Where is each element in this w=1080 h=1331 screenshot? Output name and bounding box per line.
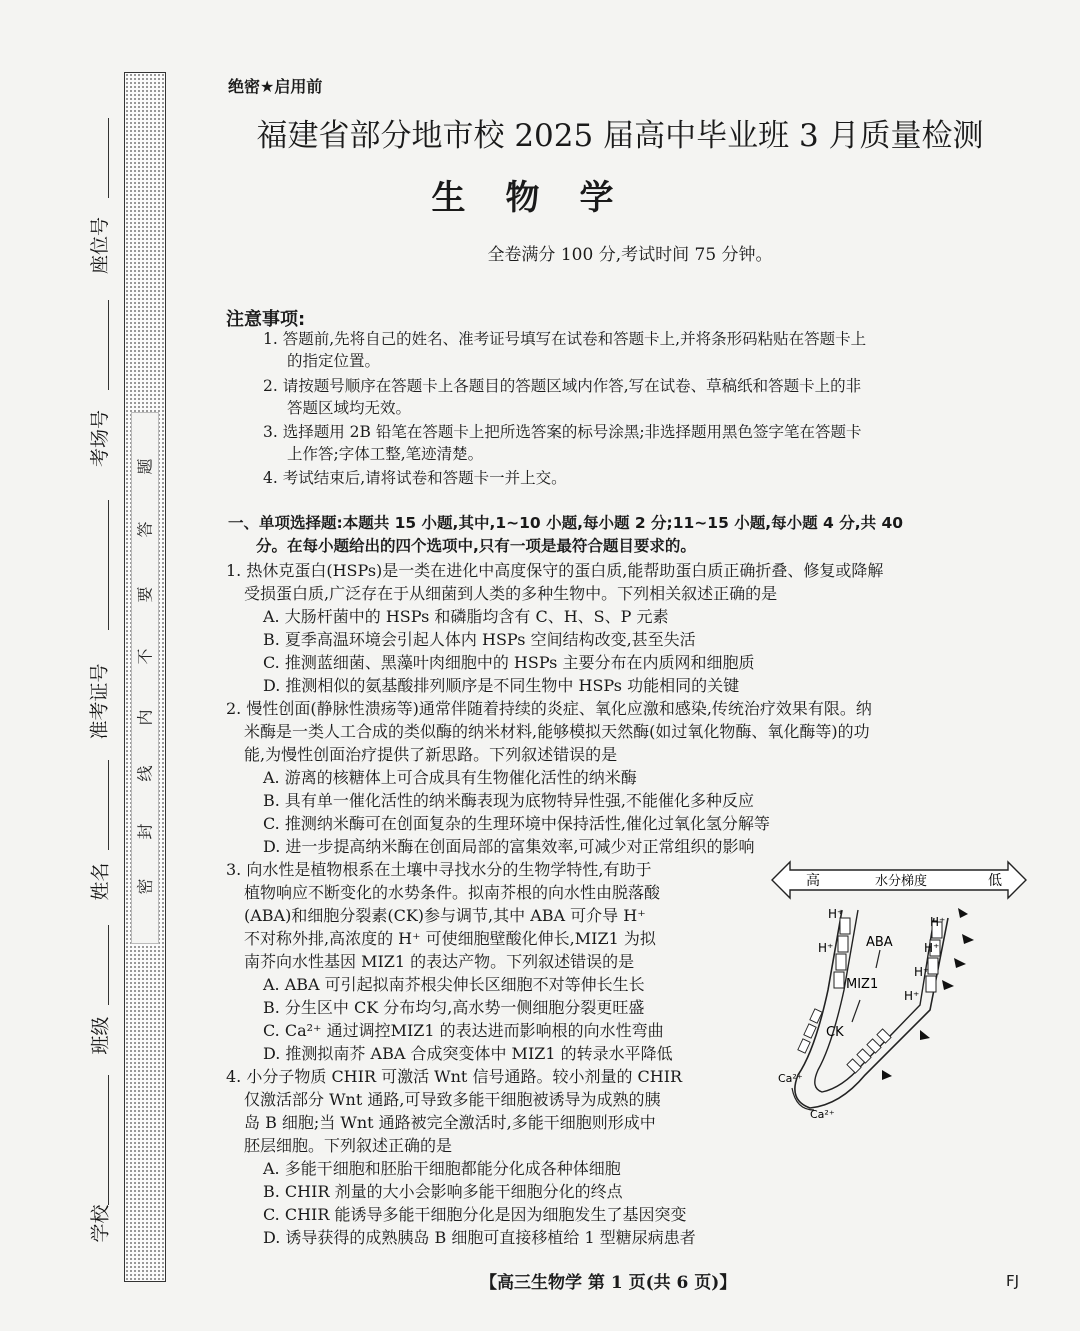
ck-label: CK: [826, 1025, 844, 1040]
option-a: A. 大肠杆菌中的 HSPs 和磷脂均含有 C、H、S、P 元素: [263, 607, 669, 626]
exam-title: 福建省部分地市校 2025 届高中毕业班 3 月质量检测: [256, 118, 984, 154]
option-a: A. 多能干细胞和胚胎干细胞都能分化成各种体细胞: [263, 1159, 621, 1178]
school-label: 学校: [89, 1204, 112, 1243]
page-footer: 【高三生物学 第 1 页(共 6 页)】: [480, 1273, 737, 1293]
question-line: 2. 慢性创面(静脉性溃疡等)通常伴随着持续的炎症、氧化应激和感染,传统治疗效果有限。纳: [226, 699, 872, 718]
option-c: C. CHIR 能诱导多能干细胞分化是因为细胞发生了基因突变: [263, 1205, 687, 1224]
seal-char: 密: [135, 878, 155, 895]
notice-item: 3. 选择题用 2B 铅笔在答题卡上把所选答案的标号涂黑;非选择题用黑色签字笔在答题卡: [263, 423, 862, 441]
question-line: 南芥向水性基因 MIZ1 的表达产物。下列叙述错误的是: [244, 952, 635, 971]
subject-title: 生物学: [431, 178, 654, 218]
h-ion-label: H⁺: [914, 965, 930, 979]
seal-char: 线: [135, 765, 155, 782]
option-c: C. 推测纳米酶可在创面复杂的生理环境中保持活性,催化过氧化氢分解等: [263, 814, 770, 833]
secret-mark: 绝密★启用前: [228, 77, 323, 96]
calcium-label: Ca²⁺: [810, 1108, 835, 1121]
question-line: 仅激活部分 Wnt 通路,可导致多能干细胞被诱导为成熟的胰: [244, 1090, 661, 1109]
seal-char: 答: [135, 521, 155, 538]
h-ion-label: H⁺: [924, 941, 940, 955]
question-line: 植物响应不断变化的水势条件。拟南芥根的向水性由脱落酸: [244, 883, 661, 902]
section-line: 分。在每小题给出的四个选项中,只有一项是最符合题目要求的。: [256, 537, 696, 555]
h-ion-label: H⁺: [828, 907, 844, 921]
seal-area: [131, 412, 159, 944]
option-d: D. 推测拟南芥 ABA 合成突变体中 MIZ1 的转录水平降低: [263, 1044, 673, 1063]
ticket-line: [108, 500, 109, 630]
option-b: B. CHIR 剂量的大小会影响多能干细胞分化的终点: [263, 1182, 623, 1201]
option-d: D. 进一步提高纳米酶在创面局部的富集效率,可减少对正常组织的影响: [263, 837, 755, 856]
question-line: 1. 热休克蛋白(HSPs)是一类在进化中高度保守的蛋白质,能帮助蛋白质正确折叠、修复或降解: [226, 561, 884, 580]
root-hydrotropism-figure: [770, 860, 1032, 1130]
exam-room-label: 考场号: [89, 409, 112, 468]
room-line: [108, 300, 109, 390]
seal-char: 题: [135, 458, 155, 475]
question-line: 米酶是一类人工合成的类似酶的纳米材料,能够模拟天然酶(如过氧化物酶、氧化酶等)的功: [244, 722, 870, 741]
question-line: 胚层细胞。下列叙述正确的是: [244, 1136, 453, 1155]
calcium-label: Ca²⁺: [778, 1072, 803, 1085]
question-line: 岛 B 细胞;当 Wnt 通路被完全激活时,多能干细胞则形成中: [244, 1113, 656, 1132]
option-d: D. 诱导获得的成熟胰岛 B 细胞可直接移植给 1 型糖尿病患者: [263, 1228, 696, 1247]
option-a: A. ABA 可引起拟南芥根尖伸长区细胞不对等伸长生长: [263, 975, 645, 994]
question-line: (ABA)和细胞分裂素(CK)参与调节,其中 ABA 可介导 H⁺: [244, 906, 646, 925]
gradient-high-label: 高: [806, 873, 820, 889]
notice-item: 上作答;字体工整,笔迹清楚。: [287, 445, 484, 463]
h-ion-label: H⁺: [818, 941, 834, 955]
gradient-label: 水分梯度: [875, 874, 928, 889]
score-info: 全卷满分 100 分,考试时间 75 分钟。: [487, 245, 773, 265]
seal-char: 内: [135, 709, 155, 726]
option-d: D. 推测相似的氨基酸排列顺序是不同生物中 HSPs 功能相同的关键: [263, 676, 740, 695]
notice-item: 1. 答题前,先将自己的姓名、准考证号填写在试卷和答题卡上,并将条形码粘贴在答题卡上: [263, 330, 867, 348]
option-c: C. 推测蓝细菌、黑藻叶肉细胞中的 HSPs 主要分布在内质网和细胞质: [263, 653, 755, 672]
seat-label: 座位号: [89, 216, 112, 275]
aba-label: ABA: [866, 935, 893, 950]
question-line: 能,为慢性创面治疗提供了新思路。下列叙述错误的是: [244, 745, 618, 764]
class-label: 班级: [89, 1016, 112, 1055]
class-line: [108, 925, 109, 1005]
gradient-low-label: 低: [988, 873, 1002, 889]
option-a: A. 游离的核糖体上可合成具有生物催化活性的纳米酶: [263, 768, 637, 787]
ticket-label: 准考证号: [88, 663, 111, 740]
water-arrow-marks: [882, 908, 974, 1080]
region-code: FJ: [1006, 1272, 1020, 1290]
notice-title: 注意事项:: [226, 309, 306, 330]
question-line: 4. 小分子物质 CHIR 可激活 Wnt 信号通路。较小剂量的 CHIR: [226, 1067, 683, 1086]
name-line: [108, 760, 109, 850]
notice-item: 答题区域均无效。: [287, 399, 412, 417]
school-line: [108, 1075, 109, 1205]
option-c: C. Ca²⁺ 通过调控MIZ1 的表达进而影响根的向水性弯曲: [263, 1021, 664, 1040]
section-line: 一、单项选择题:本题共 15 小题,其中,1~10 小题,每小题 2 分;11~15 小题,每小题 4 分,共 40: [228, 514, 904, 532]
seal-char: 要: [135, 586, 155, 603]
question-line: 受损蛋白质,广泛存在于从细菌到人类的多种生物中。下列相关叙述正确的是: [244, 584, 778, 603]
notice-item: 的指定位置。: [287, 352, 381, 370]
option-b: B. 具有单一催化活性的纳米酶表现为底物特异性强,不能催化多种反应: [263, 791, 755, 810]
miz1-label: MIZ1: [846, 977, 879, 992]
seal-char: 封: [135, 823, 155, 840]
h-ion-label: H⁺: [930, 915, 946, 929]
name-label: 姓名: [89, 862, 112, 901]
seat-line: [108, 118, 109, 198]
notice-item: 2. 请按题号顺序在答题卡上各题目的答题区域内作答,写在试卷、草稿纸和答题卡上的非: [263, 377, 862, 395]
option-b: B. 夏季高温环境会引起人体内 HSPs 空间结构改变,甚至失活: [263, 630, 696, 649]
notice-item: 4. 考试结束后,请将试卷和答题卡一并上交。: [263, 469, 567, 487]
section-header: [228, 512, 1028, 558]
seal-char: 不: [135, 648, 155, 665]
option-b: B. 分生区中 CK 分布均匀,高水势一侧细胞分裂更旺盛: [263, 998, 645, 1017]
question-line: 不对称外排,高浓度的 H⁺ 可使细胞壁酸化伸长,MIZ1 为拟: [244, 929, 656, 948]
h-ion-label: H⁺: [904, 989, 920, 1003]
question-line: 3. 向水性是植物根系在土壤中寻找水分的生物学特性,有助于: [226, 860, 652, 879]
